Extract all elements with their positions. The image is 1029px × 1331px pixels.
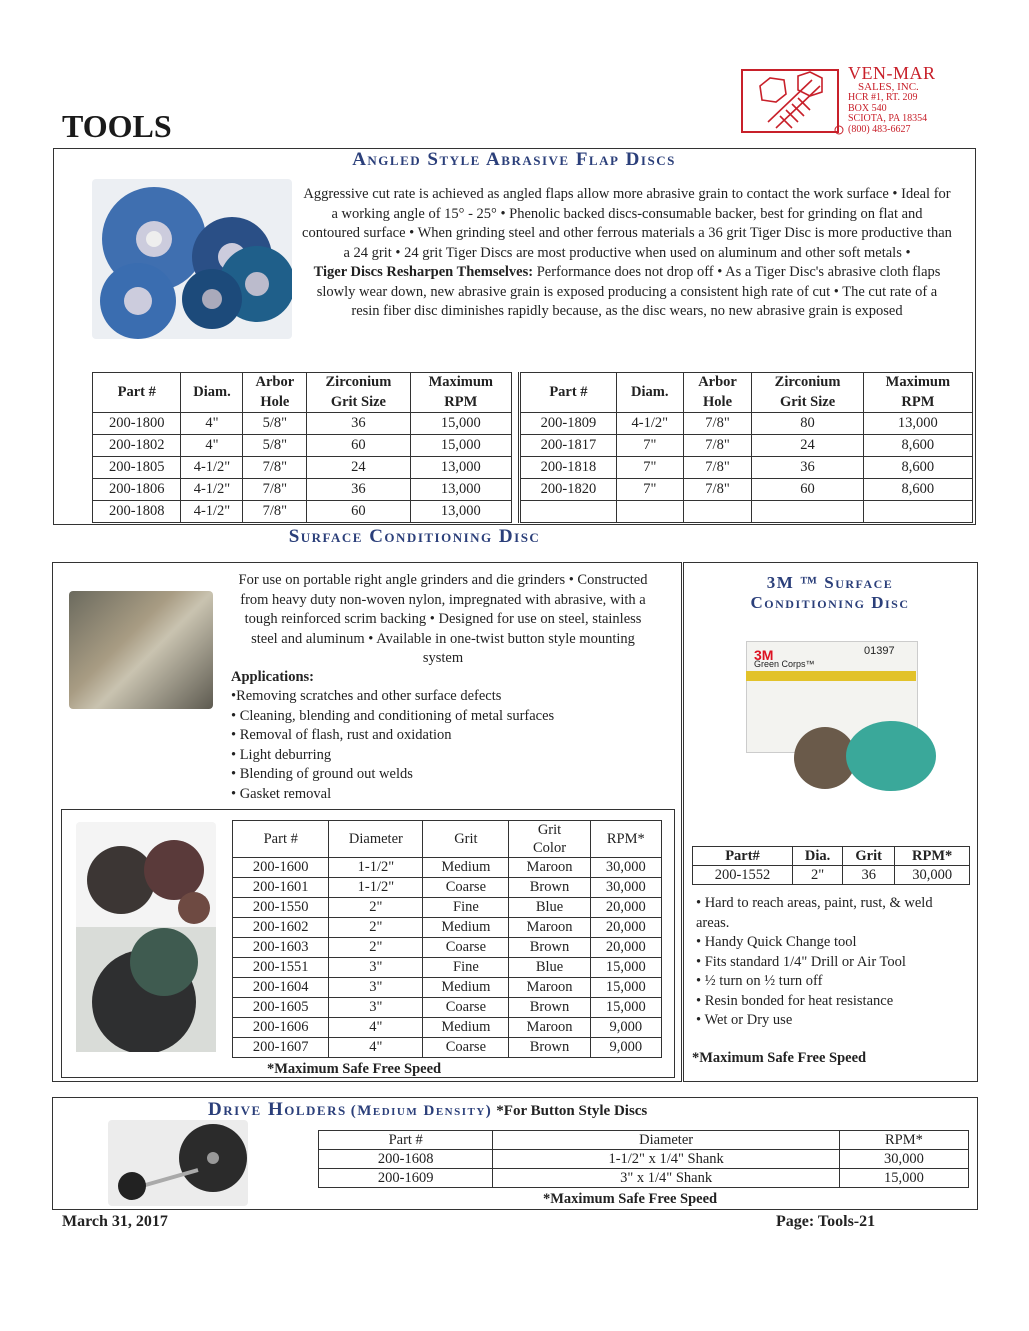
list-item: • Cleaning, blending and conditioning of metal surfaces — [231, 707, 555, 724]
box-product: Green Corps™ — [754, 659, 815, 669]
table-cell: Maroon — [509, 918, 590, 938]
table-header-row — [93, 373, 512, 413]
column-header: Grit — [843, 847, 895, 866]
table-cell: 9,000 — [590, 1018, 661, 1038]
table-cell — [863, 501, 972, 523]
logo-company: VEN-MAR — [848, 63, 936, 83]
table-cell: 80 — [752, 413, 863, 435]
table-cell: Medium — [423, 978, 509, 998]
table-cell: 5/8" — [243, 413, 307, 435]
table-cell: 3" — [329, 978, 423, 998]
column-header: Diameter — [493, 1131, 839, 1150]
table-row — [233, 898, 662, 918]
table-cell: 13,000 — [410, 457, 511, 479]
table-cell: 1-1/2" — [329, 878, 423, 898]
surface-description: For use on portable right angle grinders and die grinders • Constructed from heavy duty non-woven nylon, impregnated with abrasive, with a tough reinforced scrim backing • Designed for use on steel, stainless steel and aluminum • Available in one-twist button style mounting system — [238, 572, 648, 666]
table-row — [233, 918, 662, 938]
table-cell: 2" — [329, 938, 423, 958]
table-cell: 4" — [181, 435, 243, 457]
table-header-row — [233, 821, 662, 858]
table-row — [233, 1038, 662, 1058]
drive-title: Drive Holders — [208, 1099, 347, 1120]
table-cell: 20,000 — [590, 898, 661, 918]
table-cell: 200-1601 — [233, 878, 329, 898]
table-cell: 60 — [307, 435, 410, 457]
table-cell: 4-1/2" — [616, 413, 683, 435]
list-item: • Fits standard 1/4" Drill or Air Tool — [696, 953, 906, 970]
flap-desc2-bold: Tiger Discs Resharpen Themselves: — [313, 264, 534, 280]
table-header-row — [520, 373, 973, 413]
column-header: Grit — [423, 821, 509, 858]
table-cell: 8,600 — [863, 479, 972, 501]
surface-table-box — [61, 809, 675, 1078]
table-cell: 200-1806 — [93, 479, 181, 501]
surface-table — [232, 820, 662, 1058]
drive-heading — [208, 1099, 647, 1121]
table-cell: 13,000 — [410, 479, 511, 501]
box-brand: 3M — [754, 647, 774, 663]
table-cell — [752, 501, 863, 523]
drive-note: *For Button Style Discs — [496, 1103, 648, 1119]
table-cell: 15,000 — [839, 1169, 968, 1188]
table-cell — [520, 501, 617, 523]
table-cell: Blue — [509, 898, 590, 918]
table-cell: 7/8" — [243, 457, 307, 479]
column-header: RPM* — [590, 821, 661, 858]
table-cell: 200-1551 — [233, 958, 329, 978]
column-header: Part # — [93, 373, 181, 413]
surface-disc-icon — [76, 822, 216, 1052]
table-row — [520, 457, 973, 479]
table-cell: 7/8" — [683, 457, 752, 479]
table-cell: 7/8" — [683, 435, 752, 457]
table-cell: 36 — [752, 457, 863, 479]
list-item: • ½ turn on ½ turn off — [696, 973, 823, 989]
list-item: • Handy Quick Change tool — [696, 934, 857, 950]
drive-footnote: *Maximum Safe Free Speed — [543, 1191, 718, 1207]
three-m-heading-1: 3M ™ Surface — [766, 573, 894, 592]
table-cell: 200-1818 — [520, 457, 617, 479]
table-cell: 200-1809 — [520, 413, 617, 435]
table-cell: 1-1/2" — [329, 858, 423, 878]
table-cell: 200-1602 — [233, 918, 329, 938]
table-cell: 20,000 — [590, 918, 661, 938]
table-cell: Fine — [423, 898, 509, 918]
column-header: Part # — [520, 373, 617, 413]
table-cell: 5/8" — [243, 435, 307, 457]
list-item: • Hard to reach areas, paint, rust, & weld areas. — [696, 895, 933, 931]
three-m-bullets — [696, 894, 966, 1031]
table-cell: Coarse — [423, 1038, 509, 1058]
column-header: Dia. — [793, 847, 843, 866]
surface-disc-photo — [76, 822, 216, 1052]
table-cell: 24 — [307, 457, 410, 479]
table-cell: 15,000 — [590, 978, 661, 998]
table-cell: Maroon — [509, 858, 590, 878]
table-cell: 20,000 — [590, 938, 661, 958]
grinder-photo — [69, 591, 213, 709]
three-m-footnote: *Maximum Safe Free Speed — [692, 1050, 867, 1066]
table-cell: 2" — [793, 866, 843, 885]
table-cell: 7/8" — [683, 413, 752, 435]
table-cell: 2" — [329, 918, 423, 938]
list-item: • Resin bonded for heat resistance — [696, 992, 894, 1009]
table-cell: 24 — [752, 435, 863, 457]
logo-addr1: HCR #1, RT. 209 — [848, 92, 918, 103]
drive-table — [318, 1130, 969, 1188]
table-header-row — [693, 847, 970, 866]
table-row — [233, 878, 662, 898]
column-header: Arbor Hole — [683, 373, 752, 413]
column-header: Part # — [233, 821, 329, 858]
table-cell: Coarse — [423, 878, 509, 898]
table-cell: 200-1606 — [233, 1018, 329, 1038]
table-row — [520, 501, 973, 523]
list-item: • Light deburring — [231, 746, 332, 763]
table-cell: Brown — [509, 938, 590, 958]
table-cell: Medium — [423, 858, 509, 878]
table-cell: 4" — [329, 1018, 423, 1038]
footer-date: March 31, 2017 — [62, 1213, 168, 1230]
flap-disc-photo — [92, 179, 292, 339]
table-row — [520, 435, 973, 457]
table-cell: 4-1/2" — [181, 479, 243, 501]
logo-addr3: SCIOTA, PA 18354 — [848, 113, 928, 124]
table-cell: 200-1600 — [233, 858, 329, 878]
table-row — [233, 1018, 662, 1038]
table-row — [93, 479, 512, 501]
column-header: RPM* — [895, 847, 970, 866]
list-item: • Wet or Dry use — [696, 1012, 793, 1028]
table-cell: 15,000 — [590, 958, 661, 978]
flap-desc1: Aggressive cut rate is achieved as angled flaps allow more abrasive grain to contact the work surface • Ideal for a working angle of 15° - 25° • Phenolic backed discs-consumable backer, best for grinding on flat and contoured surface • When grinding steel and other ferrous materials a 36 grit Tiger Disc is more productive than a 24 grit • 24 grit Tiger Discs are most productive when used on aluminum and other soft metals • — [302, 186, 952, 261]
table-cell: 60 — [752, 479, 863, 501]
footer-page: Page: Tools-21 — [776, 1213, 876, 1230]
table-cell: 200-1808 — [93, 501, 181, 523]
table-cell: Maroon — [509, 978, 590, 998]
company-logo — [740, 66, 850, 136]
table-cell: 30,000 — [590, 878, 661, 898]
table-row — [233, 858, 662, 878]
table-cell: 200-1604 — [233, 978, 329, 998]
table-cell: Maroon — [509, 1018, 590, 1038]
box-code: 01397 — [864, 645, 895, 657]
table-cell: Coarse — [423, 998, 509, 1018]
table-cell: 200-1552 — [693, 866, 793, 885]
table-cell: 3" — [329, 958, 423, 978]
table-cell: 200-1805 — [93, 457, 181, 479]
table-cell: 3" — [329, 998, 423, 1018]
logo-text — [848, 64, 936, 135]
table-cell: 200-1550 — [233, 898, 329, 918]
table-row — [693, 866, 970, 885]
flap-disc-icon — [92, 179, 292, 339]
table-cell: Medium — [423, 1018, 509, 1038]
table-cell: Coarse — [423, 938, 509, 958]
three-m-table — [692, 846, 970, 885]
table-cell: 200-1603 — [233, 938, 329, 958]
column-header: Diam. — [616, 373, 683, 413]
page-title: TOOLS — [62, 108, 172, 144]
table-cell: 60 — [307, 501, 410, 523]
table-cell: Brown — [509, 1038, 590, 1058]
table-cell: 36 — [843, 866, 895, 885]
table-cell — [683, 501, 752, 523]
table-cell: 7" — [616, 457, 683, 479]
table-cell: 200-1820 — [520, 479, 617, 501]
table-cell: 15,000 — [410, 435, 511, 457]
table-cell: 200-1800 — [93, 413, 181, 435]
table-cell: 7/8" — [683, 479, 752, 501]
logo-phone: (800) 483-6627 — [848, 123, 911, 135]
column-header: Maximum RPM — [410, 373, 511, 413]
table-cell: 1-1/2" x 1/4" Shank — [493, 1150, 839, 1169]
column-header: Part # — [319, 1131, 493, 1150]
table-cell: 4" — [329, 1038, 423, 1058]
column-header: Maximum RPM — [863, 373, 972, 413]
table-cell: 30,000 — [590, 858, 661, 878]
table-cell: 15,000 — [410, 413, 511, 435]
applications-list — [231, 687, 554, 804]
table-cell: 7/8" — [243, 479, 307, 501]
table-cell: 200-1802 — [93, 435, 181, 457]
surface-footnote: *Maximum Safe Free Speed — [267, 1061, 442, 1077]
table-cell: 2" — [329, 898, 423, 918]
drive-holder-icon — [108, 1120, 248, 1206]
bolt-logo-icon — [740, 66, 850, 136]
table-header-row — [319, 1131, 969, 1150]
table-cell: 9,000 — [590, 1038, 661, 1058]
column-header: Zirconium Grit Size — [307, 373, 410, 413]
column-header: Grit Color — [509, 821, 590, 858]
table-row — [520, 413, 973, 435]
table-cell: 4-1/2" — [181, 457, 243, 479]
table-row — [319, 1169, 969, 1188]
list-item: • Removal of flash, rust and oxidation — [231, 727, 452, 743]
table-cell: 8,600 — [863, 457, 972, 479]
column-header: Zirconium Grit Size — [752, 373, 863, 413]
table-cell: 200-1817 — [520, 435, 617, 457]
flap-desc2: Performance does not drop off • As a Tiger Disc's abrasive cloth flaps slowly wear down, new abrasive grain is exposed producing a consistent high rate of cut • The cut rate of a resin fiber disc diminishes rapidly because, as the disc wears, no new abrasive grain is exposed — [316, 264, 941, 319]
table-cell: Blue — [509, 958, 590, 978]
surface-heading: Surface Conditioning Disc — [288, 526, 541, 547]
table-cell: 200-1608 — [319, 1150, 493, 1169]
logo-addr2: BOX 540 — [848, 102, 887, 114]
drive-subtitle: (Medium Density) — [350, 1103, 493, 1119]
table-cell: 200-1607 — [233, 1038, 329, 1058]
surface-section — [52, 562, 682, 1082]
table-row — [319, 1150, 969, 1169]
table-cell — [616, 501, 683, 523]
table-cell: 7" — [616, 435, 683, 457]
column-header: Diameter — [329, 821, 423, 858]
table-cell: 13,000 — [410, 501, 511, 523]
table-cell: 7/8" — [243, 501, 307, 523]
table-row — [233, 978, 662, 998]
table-cell: 4-1/2" — [181, 501, 243, 523]
table-cell: 7" — [616, 479, 683, 501]
three-m-section — [683, 562, 978, 1082]
table-row — [520, 479, 973, 501]
table-cell: 36 — [307, 413, 410, 435]
list-item: •Removing scratches and other surface defects — [231, 688, 502, 704]
table-cell: Brown — [509, 998, 590, 1018]
table-row — [93, 457, 512, 479]
three-m-product-photo — [746, 641, 946, 791]
three-m-heading-2: Conditioning Disc — [750, 593, 910, 612]
table-cell: 30,000 — [839, 1150, 968, 1169]
flap-table-right — [518, 372, 973, 523]
column-header: Diam. — [181, 373, 243, 413]
list-item: • Blending of ground out welds — [231, 766, 413, 782]
table-cell: 30,000 — [895, 866, 970, 885]
table-row — [93, 413, 512, 435]
table-cell: 200-1609 — [319, 1169, 493, 1188]
table-row — [93, 435, 512, 457]
table-cell: 3" x 1/4" Shank — [493, 1169, 839, 1188]
column-header: Part# — [693, 847, 793, 866]
table-cell: Brown — [509, 878, 590, 898]
drive-holders-section — [52, 1097, 978, 1210]
table-cell: Medium — [423, 918, 509, 938]
flap-description — [302, 185, 952, 322]
table-cell: 4" — [181, 413, 243, 435]
table-cell: 15,000 — [590, 998, 661, 1018]
flap-table-left — [92, 372, 512, 523]
table-row — [93, 501, 512, 523]
flap-disc-section — [53, 148, 976, 525]
table-row — [233, 998, 662, 1018]
flap-heading: Angled Style Abrasive Flap Discs — [352, 149, 676, 170]
drive-holder-photo — [108, 1120, 248, 1206]
table-cell: 200-1605 — [233, 998, 329, 1018]
applications-label: Applications: — [231, 669, 314, 685]
table-cell: 36 — [307, 479, 410, 501]
table-cell: 8,600 — [863, 435, 972, 457]
table-row — [233, 938, 662, 958]
table-cell: 13,000 — [863, 413, 972, 435]
table-row — [233, 958, 662, 978]
list-item: • Gasket removal — [231, 785, 332, 802]
table-cell: Fine — [423, 958, 509, 978]
logo-sub: SALES, INC. — [858, 81, 919, 93]
column-header: Arbor Hole — [243, 373, 307, 413]
column-header: RPM* — [839, 1131, 968, 1150]
